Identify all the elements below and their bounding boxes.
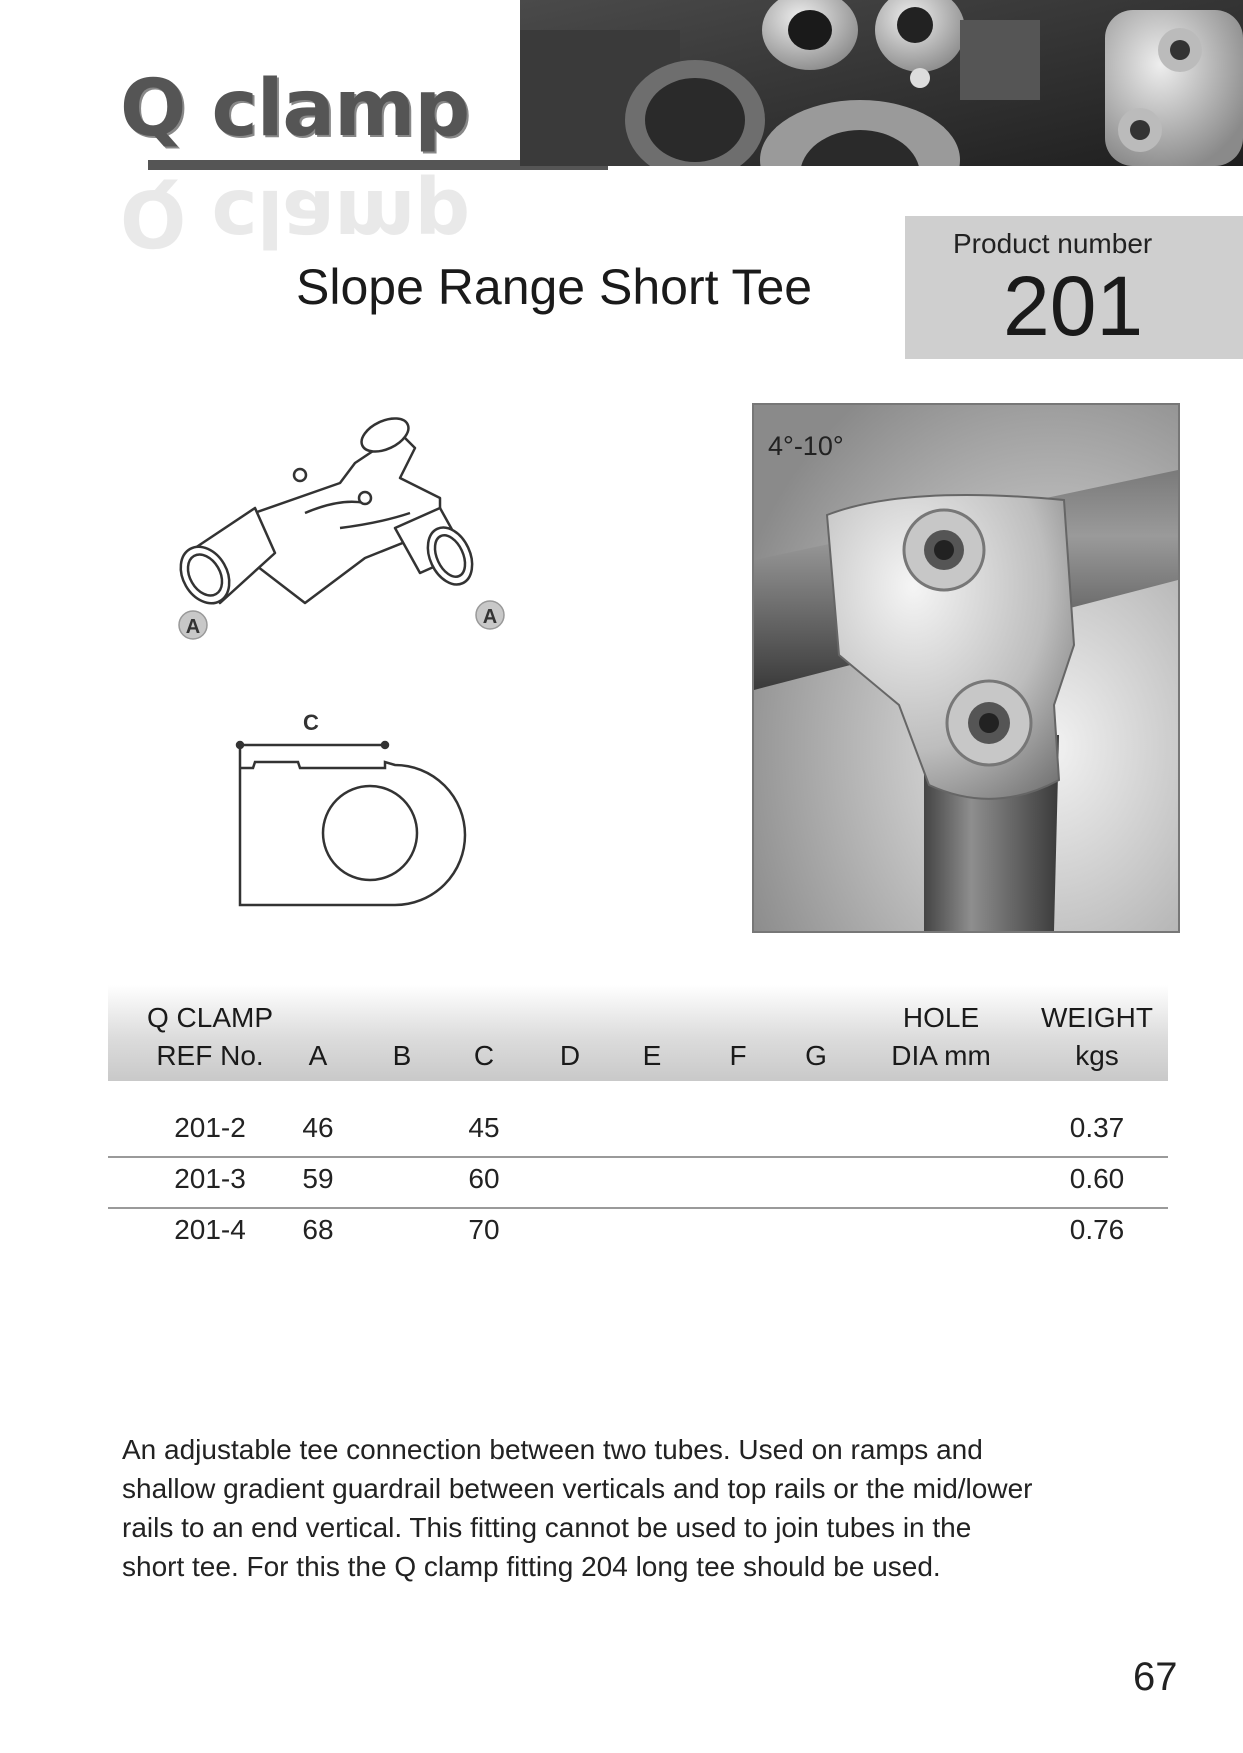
header-weight-line1: WEIGHT [1041,1002,1153,1033]
header-hole [878,999,1004,1075]
isometric-drawing [165,403,520,663]
description-line: rails to an end vertical. This fitting cannot be used to join tubes in the [122,1512,972,1543]
slope-tee-photo-graphic [754,405,1178,931]
description-line: short tee. For this the Q clamp fitting 204 long tee should be used. [122,1551,941,1582]
tee-fitting-section-icon [195,690,475,935]
cell-c: 45 [468,1112,500,1143]
product-number-label: Product number [953,228,1153,259]
header-f: F [729,1040,747,1071]
header-photo-graphic [520,0,1243,166]
angle-range-label: 4°-10° [768,431,844,461]
logo-reflection: Q clamp [120,172,470,262]
cell-weight: 0.37 [1069,1112,1125,1143]
cell-ref: 201-3 [174,1163,246,1194]
dimension-c-label: C [303,710,319,735]
cell-c: 70 [468,1214,500,1245]
cell-weight: 0.60 [1069,1163,1125,1194]
table-row [108,1157,1168,1209]
header-hole-line1: HOLE [902,1002,980,1033]
header-a: A [308,1040,328,1071]
header-weight-line2: kgs [1075,1040,1119,1071]
spec-table-header [108,985,1168,1081]
header-photo [520,0,1243,166]
cell-weight: 0.76 [1069,1214,1125,1245]
tee-fitting-isometric-icon [165,403,520,663]
header-ref [130,999,290,1075]
description-line: An adjustable tee connection between two tubes. Used on ramps and [122,1434,983,1465]
cell-ref: 201-2 [174,1112,246,1143]
header-ref-line1: Q CLAMP [146,1002,274,1033]
header-c: C [473,1040,495,1071]
cell-c: 60 [468,1163,500,1194]
description-line: shallow gradient guardrail between verticals and top rails or the mid/lower [122,1473,1033,1504]
product-number-box [905,216,1243,359]
label-a-left: A [185,616,201,638]
product-number-value: 201 [1003,259,1144,353]
header-e: E [642,1040,662,1071]
brand-logo [120,64,500,262]
table-row [108,1208,1168,1258]
header-weight [1034,999,1160,1075]
section-drawing [195,690,475,935]
header-b: B [392,1040,412,1071]
label-a-right: A [482,606,498,628]
cell-a: 46 [302,1112,334,1143]
product-description [122,1430,1082,1586]
header-g: G [805,1040,827,1071]
header-d: D [559,1040,581,1071]
product-photo [752,403,1180,933]
cell-a: 68 [302,1214,334,1245]
page-number: 67 [1133,1655,1178,1699]
table-row [108,1106,1168,1158]
header-hole-line2: DIA mm [891,1040,991,1071]
header-ref-line2: REF No. [156,1040,264,1071]
logo-text: Q clamp [120,64,470,154]
cell-a: 59 [302,1163,334,1194]
page-title: Slope Range Short Tee [296,259,813,315]
cell-ref: 201-4 [174,1214,246,1245]
